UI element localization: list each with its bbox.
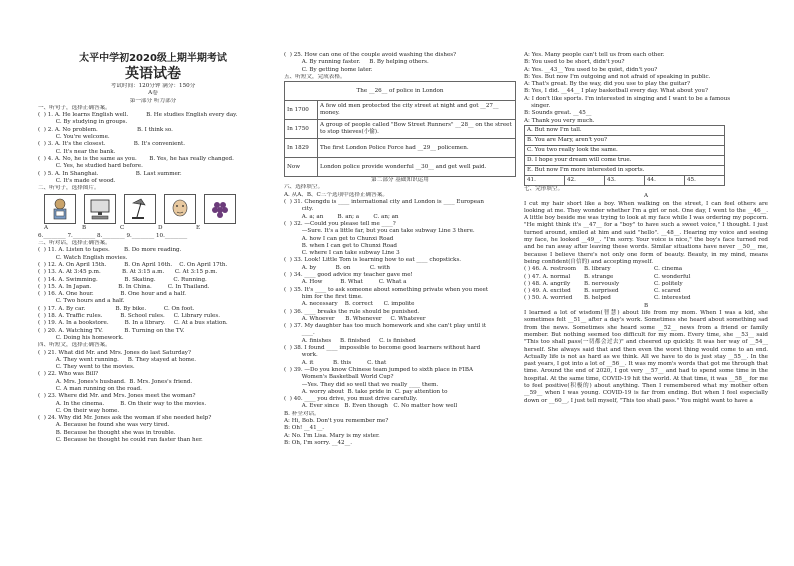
option-row bbox=[524, 295, 768, 302]
question-line: city. bbox=[284, 206, 314, 213]
option-choice[interactable]: ( ) 46. A. restroom bbox=[524, 266, 577, 273]
question-line: A. necessary B. correct C. impolite bbox=[284, 301, 415, 308]
question-line: ( ) 35. It's ____ to ask someone about something private when you meet bbox=[284, 286, 489, 293]
question-line: ( ) 3. A. It's the closest. B. It's convenient. bbox=[38, 141, 186, 148]
question-line: ( ) 16. A. One hour. B. One hour and a half. bbox=[38, 291, 187, 298]
section-1-title: 一、听句子，选择正确答案。 bbox=[38, 104, 111, 111]
option-choice[interactable]: C. cinema bbox=[654, 266, 683, 273]
question-line: C. It's made of wood. bbox=[38, 177, 116, 184]
question-line: B: Oh, I'm sorry. __42__. bbox=[284, 439, 352, 446]
question-line: C. Yes, he studied hard before. bbox=[38, 163, 143, 170]
dialogue-line: singer. bbox=[524, 103, 551, 110]
section-6-title: 六、选择填空。 bbox=[284, 184, 324, 191]
passage-b-label: B bbox=[643, 302, 649, 309]
question-line: ( ) 12. A. On April 15th. B. On April 16th. C. On April 17th. bbox=[38, 261, 228, 268]
question-line: A. finishes B. finished C. is finished bbox=[284, 337, 416, 344]
picture-row bbox=[44, 194, 268, 224]
question-line: A. How B. What C. What a bbox=[284, 279, 407, 286]
question-line: —Sure. It's a little far, but you can take subway Line 3 there. bbox=[284, 228, 475, 235]
question-line: ( ) 18. A. Traffic rules. B. School rules. C. Library rules. bbox=[38, 313, 221, 320]
dialogue-line: A: That's great. By the way, did you use to play the guitar? bbox=[524, 81, 690, 88]
question-line: ( ) 14. A. Swimming. B. Skating. C. Running. bbox=[38, 276, 207, 283]
part-2-heading: 第二部分 基础知识运用 bbox=[371, 177, 429, 184]
option-a: A. But now I'm tall. bbox=[525, 125, 725, 135]
picture-labels bbox=[44, 225, 268, 232]
question-line: ( ) 21. What did Mr. and Mrs. Jones do last Saturday? bbox=[38, 349, 191, 356]
table-row bbox=[285, 158, 516, 177]
dialogue-line: A: Yes. __43__ You used to be quiet, didn't you? bbox=[524, 66, 658, 73]
section-2-title: 二、听句子，选择图片。 bbox=[38, 185, 100, 192]
question-line: ( ) 40. ____ you drive, you must drive carefully. bbox=[284, 396, 418, 403]
question-line: ____. bbox=[284, 330, 315, 337]
question-line: ( ) 25. How can one of the couple avoid washing the dishes? bbox=[284, 52, 457, 58]
question-25 bbox=[284, 52, 516, 74]
option-choice[interactable]: B. library bbox=[584, 266, 611, 273]
option-choice[interactable]: B. surprised bbox=[584, 288, 619, 295]
option-choice[interactable]: ( ) 47. A. normal bbox=[524, 273, 571, 280]
question-line: C. You're welcome. bbox=[38, 134, 110, 141]
question-line: B. 补全对话。 bbox=[284, 410, 320, 417]
question-line: work. bbox=[284, 352, 318, 359]
picture-label: A bbox=[44, 225, 49, 232]
passage-a-text: I cut my hair short like a boy. When walking on the street, I can feel others are looking at me. They wonder whether I'm a girl or not. One day, I went to the __46__. A little boy beside me was trying to look at my face while I was ordering my popcorn. "He might think it's __47__ for a "boy" to have such a sweet voice," I thought. I just turned around, smiled at him and said "hello". __48__. Hearing my voice and seeing my face, he looked __49__. "I'm sorry. Your voice is nice," the boy's face turned red and he ran away after leaving these words. Similar situations have never __50__ me, because I believe there's not only one form of beauty. Beauty, in my mind, means being confident(自信的) and accepting myself. bbox=[524, 200, 768, 265]
section-3-questions bbox=[38, 247, 268, 342]
option-choice[interactable]: B. strange bbox=[584, 273, 614, 280]
dialogue-line: A: Thank you very much. bbox=[524, 117, 595, 124]
option-choice[interactable]: C. interested bbox=[654, 295, 691, 302]
column-2 bbox=[284, 52, 516, 447]
answer-cell[interactable]: 41. bbox=[525, 175, 565, 185]
question-line: B. when I can get to Chunxi Road bbox=[284, 242, 397, 249]
question-line: C. By getting home later. bbox=[284, 66, 373, 73]
police-history-table bbox=[284, 81, 516, 177]
picture-e-grapes bbox=[204, 194, 236, 224]
section-4-title: 四、听短文，选择正确答案。 bbox=[38, 342, 111, 349]
question-line: A. Whoever B. Whenever C. Whatever bbox=[284, 315, 426, 322]
question-line: ( ) 20. A. Watching TV. B. Turning on the TV. bbox=[38, 327, 185, 334]
question-line: B. Because he thought she was in trouble. bbox=[38, 429, 176, 436]
question-line: ( ) 39. —Do you know Chinese team jumped to sixth place in FIBA bbox=[284, 366, 474, 373]
question-line: C. where I can take subway Line 3 bbox=[284, 250, 400, 257]
section-1-questions bbox=[38, 112, 268, 185]
dialogue-line: A: Yes. Many people can't tell us from each other. bbox=[524, 52, 665, 58]
dialogue-line: B: You used to be short, didn't you? bbox=[524, 59, 625, 66]
passage-a-options bbox=[524, 266, 768, 302]
question-line: A. worry about B. take pride in C. pay attention to bbox=[284, 388, 448, 395]
question-line: B: Oh! __41__. bbox=[284, 425, 325, 432]
dialogue-line: B: Sounds great. __45__ bbox=[524, 110, 592, 117]
option-choice[interactable]: ( ) 48. A. angrily bbox=[524, 280, 571, 287]
table-year: In 1750 bbox=[285, 120, 318, 139]
part-1-heading: 第一部分 听力部分 bbox=[129, 97, 177, 104]
option-row bbox=[524, 266, 768, 273]
question-line: A. Ever since B. Even though C. No matter how well bbox=[284, 403, 458, 410]
table-text: A few old men protected the city street at night and got __27__ money. bbox=[318, 101, 516, 120]
question-line: C. Doing his homework. bbox=[38, 334, 124, 341]
section-5-title: 五、听短文，完成表格。 bbox=[284, 73, 346, 80]
question-line: ( ) 19. A. In a bookstore. B. In a library. C. At a bus station. bbox=[38, 320, 228, 327]
option-choice[interactable]: ( ) 49. A. excited bbox=[524, 288, 571, 295]
question-line: A: Hi, Bob. Don't you remember me? bbox=[284, 417, 389, 424]
question-line: C. A man running on the road. bbox=[38, 385, 142, 392]
question-line: C. They went to the movies. bbox=[38, 364, 135, 371]
question-line: ( ) 15. A. In Japan. B. In China. C. In Thailand. bbox=[38, 283, 210, 290]
question-line: C. On their way home. bbox=[38, 407, 120, 414]
question-line: C. Two hours and a half. bbox=[38, 298, 125, 305]
table-row bbox=[285, 120, 516, 139]
question-line: ( ) 32. —Could you please tell me ____? bbox=[284, 220, 396, 227]
question-line: A. it B. this C. that bbox=[284, 359, 387, 366]
exam-meta: 考试时间：120分钟 满分：150分 bbox=[110, 83, 196, 89]
section-6a-instructions: A. 从A、B、C三个选项中选择正确答案。 bbox=[284, 191, 388, 198]
question-line: ( ) 36. ____ breaks the rule should be punished. bbox=[284, 308, 420, 315]
table-year: In 1829 bbox=[285, 139, 318, 158]
question-line: C. By studying in groups. bbox=[38, 119, 128, 126]
section-7-title: 七、完形填空。 bbox=[524, 185, 564, 192]
option-b: B. You are Mary, aren't you? bbox=[525, 135, 725, 145]
question-line: ( ) 34. ____ good advice my teacher gave me! bbox=[284, 272, 413, 279]
dialogue-line: B: Yes. But now I'm outgoing and not afraid of speaking in public. bbox=[524, 73, 711, 80]
question-line: C. It's near the bank. bbox=[38, 148, 116, 155]
question-line: ( ) 33. Look! Little Tom is learning how to eat ____ chopsticks. bbox=[284, 257, 462, 264]
picture-label: E bbox=[196, 225, 201, 232]
question-line: ( ) 17. A. By car. B. By bike. C. On foot. bbox=[38, 305, 195, 312]
column-1 bbox=[38, 52, 268, 444]
answer-cell[interactable]: 43. bbox=[605, 175, 645, 185]
question-line: ( ) 22. Who was Bill? bbox=[38, 371, 99, 378]
question-line: ( ) 4. A. No, he is the same as you. B. Yes, he has really changed. bbox=[38, 155, 234, 162]
question-line: Women's Basketball World Cup? bbox=[284, 374, 394, 381]
question-line: A. a; an B. an; a C. an; an bbox=[284, 213, 399, 220]
passage-a-label: A bbox=[643, 193, 649, 200]
dialogue-lines bbox=[524, 52, 768, 125]
table-row bbox=[285, 101, 516, 120]
answer-cell[interactable]: 44. bbox=[645, 175, 685, 185]
table-text: A group of people called "Bow Street Runners" __28__ on the street to stop thieves(小偷). bbox=[318, 120, 516, 139]
option-c: C. You two really look the same. bbox=[525, 145, 725, 155]
section-6-questions bbox=[284, 199, 516, 447]
picture-c-desk-lamp bbox=[124, 194, 156, 224]
question-line: ( ) 37. My daughter has too much homework and she can't play until it bbox=[284, 323, 487, 330]
question-line: A. Because he found she was very tired. bbox=[38, 422, 170, 429]
picture-label: C bbox=[120, 225, 125, 232]
question-line: A. In the cinema. B. On their way to the movies. bbox=[38, 400, 207, 407]
column-3 bbox=[524, 52, 768, 405]
option-choice[interactable]: C. politely bbox=[654, 280, 683, 287]
picture-label: D bbox=[158, 225, 163, 232]
dialogue-options-table bbox=[524, 125, 725, 186]
table-title: The __26__ of police in London bbox=[285, 82, 516, 101]
exam-title: 太平中学初2020级上期半期考试 bbox=[79, 53, 227, 64]
subject-title: 英语试卷 bbox=[125, 66, 181, 82]
option-choice[interactable]: ( ) 50. A. worried bbox=[524, 295, 573, 302]
table-row bbox=[285, 139, 516, 158]
question-line: ( ) 38. I found ____ impossible to become good learners without hard bbox=[284, 345, 481, 352]
option-d: D. I hope your dream will come true. bbox=[525, 155, 725, 165]
table-text: The first London Police Force had __29__ policemen. bbox=[318, 139, 516, 158]
question-line: C. Watch English movies. bbox=[38, 254, 128, 261]
question-line: ( ) 5. A. In Shanghai. B. Last summer. bbox=[38, 170, 182, 177]
question-line: C. Because he thought he could run faster than her. bbox=[38, 437, 203, 444]
picture-answer-blanks: 6.________ 7.________ 8.________ 9.________ 10.________ bbox=[38, 232, 188, 239]
picture-b-computer bbox=[84, 194, 116, 224]
option-choice[interactable]: B. nervously bbox=[584, 280, 620, 287]
table-text: London police provide wonderful __30__ and get well paid. bbox=[318, 158, 516, 177]
question-line: A. Mrs. Jones's husband. B. Mrs. Jones's friend. bbox=[38, 378, 193, 385]
section-3-title: 三、听对话，选择正确答案。 bbox=[38, 240, 111, 247]
question-line: him for the first time. bbox=[284, 293, 363, 300]
question-line: ( ) 13. A. At 3:45 p.m. B. At 3:15 a.m. C. At 3:15 p.m. bbox=[38, 269, 218, 276]
question-line: A. by B. on C. with bbox=[284, 264, 390, 271]
question-line: A. how I can get to Chunxi Road bbox=[284, 235, 394, 242]
question-line: A: No. I'm Lisa. Mary is my sister. bbox=[284, 432, 380, 439]
question-line: —Yes. They did so well that we really ____ them. bbox=[284, 381, 439, 388]
section-4-questions bbox=[38, 350, 268, 445]
question-line: ( ) 2. A. No problem. B. I think so. bbox=[38, 126, 173, 133]
picture-d-person-face bbox=[164, 194, 196, 224]
question-line: A. By running faster. B. By helping others. bbox=[284, 59, 429, 66]
option-choice[interactable]: C. wonderful bbox=[654, 273, 691, 280]
passage-b-text: I learned a lot of wisdom(智慧) about life from my mom. When I was a kid, she sometimes felt __51__ after a day's work. Sometimes she heard about something sad from the news. Sometimes she heard some __52__ news from a friend or family member. But nothing seemed too difficult for my mom. Every time, she __53__ said "This too shall pass(一切都会过去)" and cheered up quickly. It was her way of __54__ herself. She always said that and then even the worst thing would come to an end. Actually life is not as hard as we think. All we have to do is just stay __55__. In the past years, I got into a lot of __56__. It was my mom's words that got me through that time. Around the end of 2020, I got very __57__ and had to spend some time in the hospital. At the same time, COVID-19 hit the world. At that time, it was __58__ for me to feel positive(积极的) about anything. Then I remembered what my mother often __59__ when I was young. COVID-19 is far from ending. But when I feel especially down or __60__, I just tell myself, "This too shall pass." You might want to have a bbox=[524, 310, 768, 404]
table-year: In 1700 bbox=[285, 101, 318, 120]
answer-cell[interactable]: 45. bbox=[685, 175, 725, 185]
table-year: Now bbox=[285, 158, 318, 177]
dialogue-line: B: Yes, I did. __44__ I play basketball every day. What about you? bbox=[524, 88, 708, 95]
option-row bbox=[524, 274, 768, 281]
picture-a-boy-reading bbox=[44, 194, 76, 224]
option-choice[interactable]: C. scared bbox=[654, 288, 681, 295]
volume-label: A卷 bbox=[148, 90, 158, 97]
answer-cell[interactable]: 42. bbox=[565, 175, 605, 185]
picture-label: B bbox=[82, 225, 87, 232]
option-choice[interactable]: B. helped bbox=[584, 295, 611, 302]
dialogue-line: A: I don't like sports. I'm interested in singing and I want to be a famous bbox=[524, 95, 731, 102]
option-e: E. But now I'm more interested in sports. bbox=[525, 165, 725, 175]
question-line: A. They went running. B. They stayed at home. bbox=[38, 356, 197, 363]
question-line: ( ) 31. Chengdu is ____ international city and London is ____ European bbox=[284, 199, 484, 206]
question-line: ( ) 24. Why did Mr. Jones ask the woman if she needed help? bbox=[38, 415, 212, 422]
question-line: ( ) 11. A. Listen to tapes. B. Do more reading. bbox=[38, 247, 182, 254]
question-line: ( ) 23. Where did Mr. and Mrs. Jones meet the woman? bbox=[38, 393, 196, 400]
question-line: ( ) 1. A. He learns English well. B. He studies English every day. bbox=[38, 112, 238, 119]
